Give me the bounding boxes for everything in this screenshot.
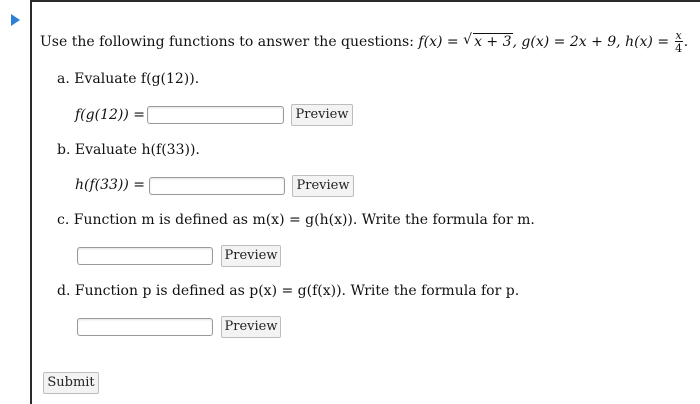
h-denominator: 4	[675, 42, 683, 55]
submit-button[interactable]: Submit	[43, 372, 99, 394]
part-c-label: c. Function m is defined as m(x) = g(h(x)). Write the formula for m.	[57, 212, 535, 228]
question-intro: Use the following functions to answer the questions:	[40, 34, 419, 50]
h-fraction	[675, 30, 683, 54]
part-b-answer-input[interactable]	[149, 177, 285, 195]
part-a-expression: f(g(12)) =	[75, 107, 145, 123]
part-a-label: a. Evaluate f(g(12)).	[57, 71, 200, 87]
part-c-answer-input[interactable]	[77, 247, 213, 265]
f-definition: f(x) =	[418, 34, 464, 50]
part-a-preview-button[interactable]: Preview	[291, 104, 353, 126]
part-b-expression: h(f(33)) =	[75, 177, 146, 193]
part-b-preview-button[interactable]: Preview	[292, 175, 354, 197]
g-definition: , g(x) = 2x + 9,	[512, 34, 626, 50]
part-d-preview-button[interactable]: Preview	[221, 316, 281, 338]
part-d-answer-input[interactable]	[77, 318, 213, 336]
part-d-label: d. Function p is defined as p(x) = g(f(x)). Write the formula for p.	[57, 283, 520, 299]
part-a-answer-input[interactable]	[147, 106, 284, 124]
sqrt-expression: √ x + 3	[463, 32, 512, 50]
sqrt-content: x + 3	[474, 34, 512, 50]
h-definition: h(x) =	[625, 34, 674, 50]
part-c-preview-button[interactable]: Preview	[221, 245, 281, 267]
question-frame	[30, 0, 700, 404]
part-b-label: b. Evaluate h(f(33)).	[57, 142, 200, 158]
question-text	[40, 30, 688, 54]
h-numerator: x	[675, 29, 682, 42]
question-marker-icon	[11, 14, 20, 26]
question-end: .	[683, 34, 689, 50]
